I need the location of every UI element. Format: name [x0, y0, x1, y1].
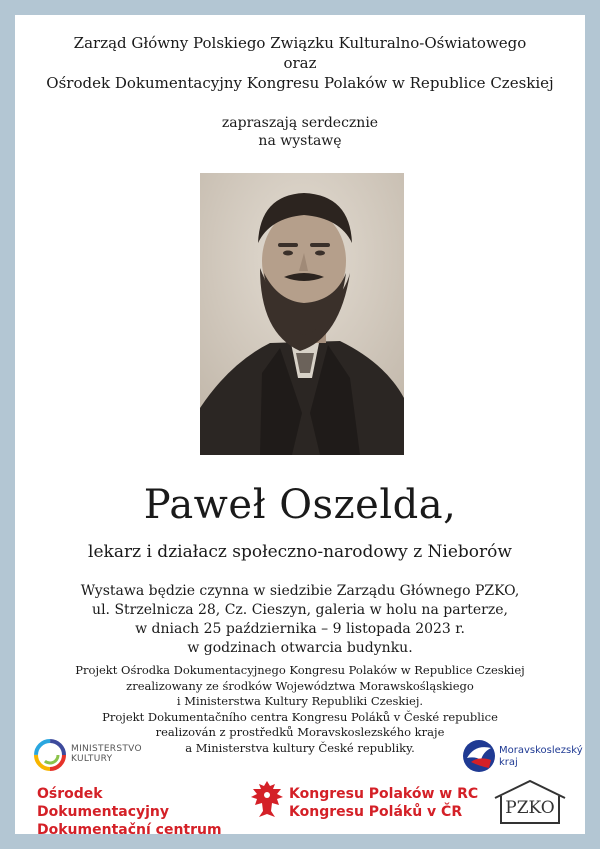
organizer-line-1: Zarząd Główny Polskiego Związku Kulturalno-Oświatowego [73, 34, 527, 52]
portrait-photo [200, 173, 404, 455]
moravian-silesian-region-logo [461, 735, 581, 777]
details-line-1: Wystawa będzie czynna w siedzibie Zarządu Głównego PZKO, [80, 583, 520, 599]
pzko-text: PZKO [505, 798, 555, 818]
ministry-name-line-1: MINISTERSTVO [71, 744, 142, 754]
details-line-2: ul. Strzelnicza 28, Cz. Cieszyn, galeria w holu na parterze, [92, 602, 508, 618]
project-cz-line-3: a Ministerstva kultury České republiky. [185, 740, 415, 755]
portrait-illustration [200, 173, 404, 455]
region-emblem-icon [461, 738, 497, 774]
organizer-line-3: Ośrodek Dokumentacyjny Kongresu Polaków w Republice Czeskiej [46, 74, 554, 92]
region-name-line-1: Moravskoslezský [499, 745, 583, 756]
footer-left-line-1: Ośrodek Dokumentacyjny [37, 786, 170, 820]
footer-right-block [289, 785, 489, 821]
footer-right-line-2: Kongresu Poláků v ČR [289, 804, 463, 820]
exhibition-subtitle: lekarz i działacz społeczno-narodowy z Nieborów [88, 542, 512, 562]
pzko-logo [491, 778, 569, 826]
project-pl-line-2: zrealizowany ze środków Województwa Morawskośląskiego [126, 678, 474, 693]
organizer-block [15, 33, 585, 93]
eagle-icon [247, 777, 287, 823]
footer-left-line-2: Dokumentační centrum [37, 822, 222, 838]
invitation-line-2: na wystawę [258, 133, 342, 149]
details-line-4: w godzinach otwarcia budynku. [187, 640, 413, 656]
project-cz-line-1: Projekt Dokumentačního centra Kongresu Poláků v České republice [102, 709, 498, 724]
ministry-name-line-2: KULTURY [71, 754, 113, 764]
organizer-line-2: oraz [283, 54, 317, 72]
project-pl-line-3: i Ministerstwa Kultury Republiki Czeskiej. [176, 694, 424, 708]
project-pl-line-1: Projekt Ośrodka Dokumentacyjnego Kongresu Polaków w Republice Czeskiej [75, 663, 525, 677]
exhibition-title: Paweł Oszelda, [143, 482, 457, 528]
invitation-block [15, 114, 585, 150]
poster-sheet [15, 15, 585, 838]
project-cz-line-2: realizován z prostředků Moravskoslezského kraje [155, 725, 445, 739]
invitation-line-1: zapraszają serdecznie [221, 115, 379, 131]
details-line-3: w dniach 25 października – 9 listopada 2023 r. [135, 621, 465, 637]
ministry-of-culture-logo [33, 735, 153, 775]
exhibition-details [15, 582, 585, 658]
polish-eagle-emblem [247, 777, 287, 823]
ministry-swirl-icon [33, 738, 67, 772]
region-name-line-2: kraj [499, 757, 518, 768]
footer-right-line-1: Kongresu Polaków w RC [289, 786, 479, 802]
footer-left-block [37, 785, 237, 839]
